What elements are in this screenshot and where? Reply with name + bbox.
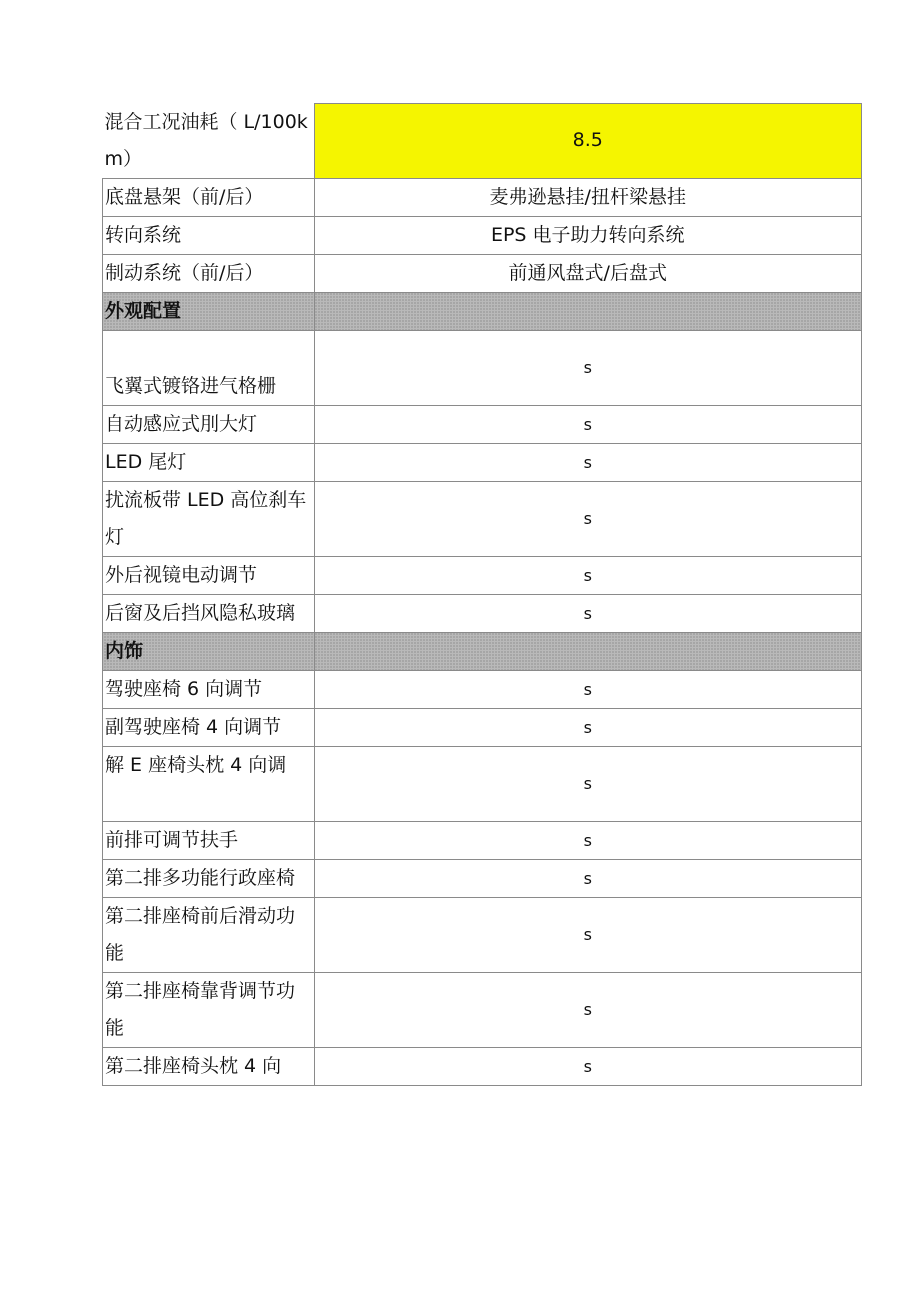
spec-table-body [103,104,862,1086]
spec-row [103,481,862,556]
spec-label [103,821,315,859]
spec-check-mark: s [314,972,862,1047]
spec-check-mark: s [314,481,862,556]
spec-value: EPS 电子助力转向系统 [314,216,862,254]
spec-label [103,443,315,481]
spec-label-text: 制动系统（前/后） [105,261,264,284]
spec-label [103,254,315,292]
spec-label-text: 副驾驶座椅 4 向调节 [105,715,282,738]
spec-label-text: 第二排多功能行政座椅 [105,866,296,889]
section-title [103,632,315,670]
spec-check-mark: s [314,746,862,821]
spec-row [103,670,862,708]
spec-label [103,216,315,254]
spec-check-mark: s [314,594,862,632]
spec-label-text: 第二排座椅头枕 4 向 [105,1054,282,1077]
spec-label-text: 后窗及后挡风隐私玻璃 [105,601,296,624]
spec-value [314,632,862,670]
spec-row [103,104,862,179]
spec-label-text: 外观配置 [105,299,182,322]
spec-row [103,178,862,216]
spec-label-text: 解 E 座椅头枕 4 向调 [105,753,287,776]
spec-row [103,746,862,821]
spec-label [103,670,315,708]
spec-label-text: 第二排座椅前后滑动功能 [105,904,296,964]
spec-label-text: 混合工况油耗（ L/100km） [104,110,308,170]
section-header-row [103,292,862,330]
spec-check-mark: s [314,1047,862,1085]
spec-label [103,481,315,556]
spec-check-mark: s [314,897,862,972]
spec-value: 前通风盘式/后盘式 [314,254,862,292]
spec-row [103,216,862,254]
spec-label-text: 自动感应式刖大灯 [105,412,258,435]
spec-label [103,178,315,216]
spec-row [103,254,862,292]
spec-label [103,330,315,405]
spec-check-mark: s [314,556,862,594]
spec-label [103,746,315,821]
spec-label-text: LED 尾灯 [105,450,187,473]
spec-row [103,330,862,405]
spec-check-mark: s [314,670,862,708]
spec-label-text: 驾驶座椅 6 向调节 [105,677,263,700]
spec-value [314,292,862,330]
spec-label-text: 外后视镜电动调节 [105,563,258,586]
spec-table [102,103,862,1086]
spec-label-text: 转向系统 [105,223,182,246]
spec-row [103,1047,862,1085]
spec-row [103,859,862,897]
section-header-row [103,632,862,670]
spec-label-text: 底盘悬架（前/后） [105,185,264,208]
spec-label [103,859,315,897]
spec-label [103,897,315,972]
spec-check-mark: s [314,330,862,405]
spec-label [103,594,315,632]
spec-row [103,897,862,972]
spec-label [103,1047,315,1085]
spec-label [103,972,315,1047]
spec-value: 麦弗逊悬挂/扭杆梁悬挂 [314,178,862,216]
spec-check-mark: s [314,443,862,481]
spec-check-mark: s [314,708,862,746]
spec-row [103,972,862,1047]
spec-row [103,443,862,481]
spec-label [103,708,315,746]
spec-label [103,104,315,179]
spec-label-text: 第二排座椅靠背调节功能 [105,979,296,1039]
spec-row [103,556,862,594]
spec-value: 8.5 [314,104,862,179]
spec-row [103,708,862,746]
spec-check-mark: s [314,821,862,859]
spec-row [103,405,862,443]
spec-check-mark: s [314,859,862,897]
spec-label [103,405,315,443]
spec-label-text: 扰流板带 LED 高位刹车灯 [105,488,307,548]
section-title [103,292,315,330]
spec-row [103,821,862,859]
spec-label-text: 前排可调节扶手 [105,828,239,851]
spec-check-mark: s [314,405,862,443]
spec-label-text: 内饰 [105,639,144,662]
spec-row [103,594,862,632]
spec-label-text: 飞翼式镀铬进气格栅 [105,374,277,397]
spec-label [103,556,315,594]
